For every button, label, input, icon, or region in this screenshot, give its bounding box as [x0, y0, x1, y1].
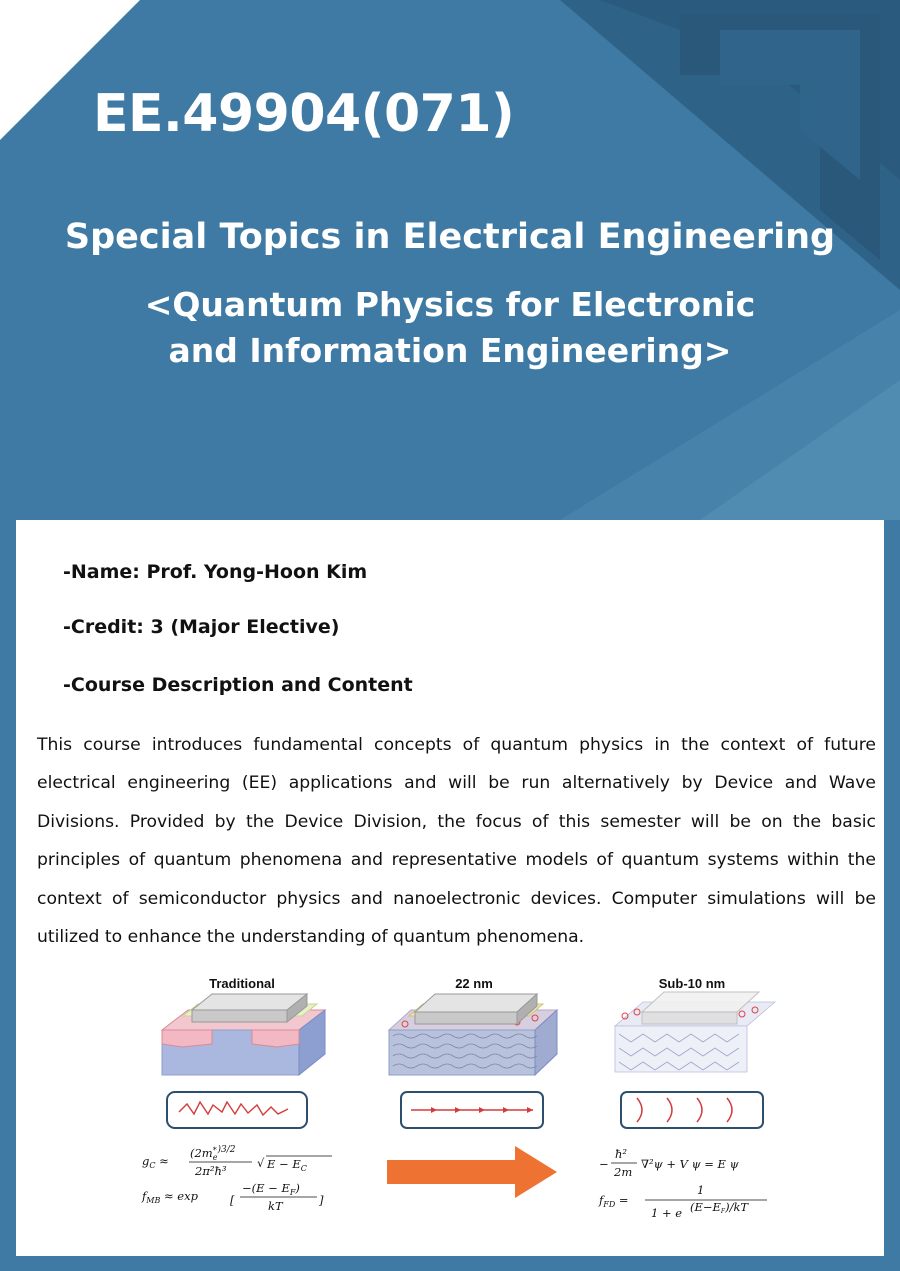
- svg-text:kT: kT: [268, 1199, 283, 1213]
- maxwell-boltzmann-equation: [141, 1181, 324, 1213]
- transistor-scaling-figure: [137, 972, 787, 1232]
- label-22nm: 22 nm: [455, 976, 493, 991]
- svg-text:fFD =: $f_{FD}$ =: [599, 1193, 629, 1209]
- diffusive-transport-box: [167, 1092, 307, 1128]
- svg-text:gC ≈: $g_C$ ≈: [142, 1154, 169, 1170]
- finfet-22nm-illustration: [389, 994, 557, 1075]
- label-traditional: Traditional: [209, 976, 275, 991]
- course-credit: -Credit: 3 (Major Elective): [63, 616, 340, 638]
- svg-text:2m: 2m: [614, 1165, 633, 1179]
- sub-10nm-atomistic-illustration: [615, 992, 775, 1072]
- instructor-name: -Name: Prof. Yong-Hoon Kim: [63, 561, 368, 583]
- svg-text:fMB ≈ exp: $f_{MB} \approx \exp$: [142, 1189, 198, 1205]
- description-heading: -Course Description and Content: [63, 674, 413, 696]
- dos-equation: [142, 1144, 332, 1178]
- svg-text:−: −: [599, 1157, 609, 1171]
- course-description: This course introduces fundamental concepts of quantum physics in the context of future electrical engineering (EE) applications and will be run alternatively by Device and Wave Divisions. Provided by the Device Division, the focus of this semester will be on the basic principles of quantum phenomena and representative models of quantum systems within the context of semiconductor physics and nanoelectronic devices. Computer simulations will be utilized to enhance the understanding of quantum phenomena.: [37, 735, 876, 948]
- svg-text:√: √: [257, 1156, 265, 1170]
- svg-text:(2m*e)3/2: (2m* $e^{)3/2}$: [190, 1145, 236, 1162]
- course-subtitle: [60, 282, 840, 374]
- label-sub-10nm: Sub-10 nm: [658, 976, 726, 991]
- subtitle-line-1: <Quantum Physics for Electronic: [144, 285, 756, 324]
- svg-text:2π²ħ³: 2π²ħ³: [195, 1164, 227, 1178]
- schrodinger-equation: [599, 1147, 740, 1179]
- svg-text:∇²ψ + V ψ = E ψ: ∇²ψ + V ψ = E ψ: [641, 1157, 739, 1171]
- wave-transport-box: [621, 1092, 763, 1128]
- ballistic-transport-box: [401, 1092, 543, 1128]
- svg-text:(E−EF)/kT: (E−EF)/kT: [690, 1200, 749, 1215]
- fermi-dirac-equation: [598, 1183, 767, 1220]
- scaling-arrow: [387, 1146, 557, 1198]
- svg-text:1: 1: [697, 1183, 705, 1197]
- header-background: [0, 0, 900, 520]
- svg-text:−(E − EF): $-(E - E_F)$: [242, 1181, 300, 1197]
- course-title: Special Topics in Electrical Engineering: [64, 217, 836, 257]
- svg-text:ħ²: ħ²: [615, 1147, 628, 1161]
- content-card: [16, 520, 884, 1256]
- traditional-mosfet-illustration: [162, 994, 325, 1075]
- svg-text:[: [: [230, 1193, 235, 1207]
- svg-text:E − EC: $E - E_C$: [267, 1157, 307, 1173]
- svg-text:1 + e: 1 + e: [651, 1206, 683, 1220]
- subtitle-line-2: and Information Engineering>: [168, 331, 732, 370]
- svg-text:]: ]: [319, 1193, 324, 1207]
- course-code: EE.49904(071): [93, 84, 515, 144]
